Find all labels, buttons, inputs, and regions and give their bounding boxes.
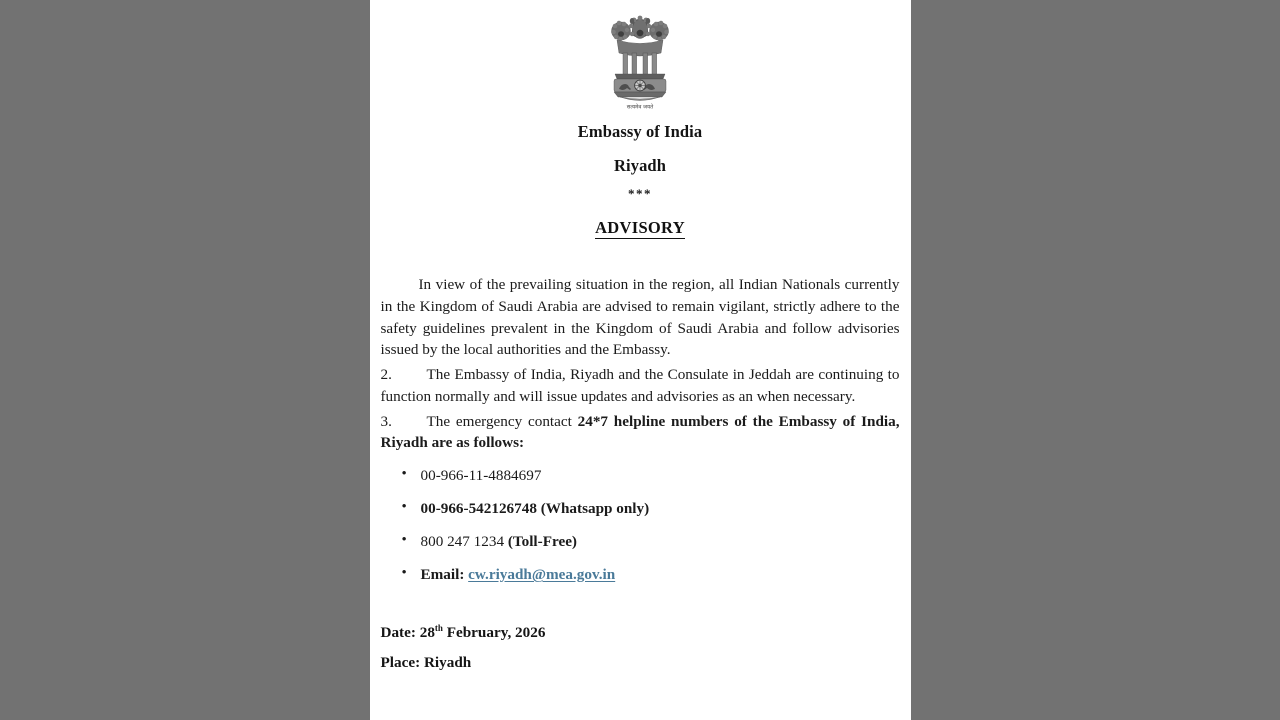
list-item bbox=[381, 498, 900, 519]
paragraph-1 bbox=[381, 274, 900, 361]
separator-asterisks: *** bbox=[628, 186, 652, 202]
state-emblem-of-india-icon bbox=[607, 9, 673, 113]
bullet-icon: • bbox=[401, 498, 407, 515]
helpline-contact-list bbox=[381, 465, 900, 585]
contact-email-link[interactable]: cw.riyadh@mea.gov.in bbox=[468, 565, 616, 583]
list-item bbox=[381, 465, 900, 486]
bullet-icon: • bbox=[401, 564, 407, 581]
bullet-icon: • bbox=[401, 531, 407, 548]
footer-date-ordinal: th bbox=[434, 622, 443, 633]
document-footer bbox=[381, 622, 900, 673]
contact-tollfree-label: (Toll-Free) bbox=[507, 532, 577, 550]
contact-email-label: Email: bbox=[420, 565, 465, 583]
paragraph-3-text-normal: The emergency contact bbox=[426, 412, 578, 430]
footer-place-line bbox=[381, 652, 900, 673]
paragraph-3-number: 3. bbox=[380, 412, 392, 430]
paragraph-3 bbox=[381, 411, 900, 454]
page-title bbox=[381, 218, 900, 238]
emblem-motto-text: सत्यमेव जयते bbox=[626, 104, 654, 111]
contact-phone-whatsapp: 00-966-542126748 (Whatsapp only) bbox=[420, 499, 650, 517]
organization-title: Embassy of India bbox=[577, 122, 703, 141]
list-item bbox=[381, 564, 900, 585]
contact-phone-primary: 00-966-11-4884697 bbox=[420, 466, 542, 484]
paragraph-2-text: The Embassy of India, Riyadh and the Consulate in Jeddah are continuing to function normally and will issue updates and advisories as an when necessary. bbox=[380, 366, 900, 405]
paragraph-2 bbox=[381, 364, 900, 407]
city-subtitle: Riyadh bbox=[614, 156, 666, 176]
contact-phone-tollfree: 800 247 1234 bbox=[420, 532, 508, 550]
document-page bbox=[370, 0, 911, 720]
footer-date-line bbox=[381, 622, 900, 643]
list-item bbox=[381, 531, 900, 552]
page-title-text: ADVISORY bbox=[595, 218, 685, 238]
footer-date-rest: February, 2026 bbox=[442, 623, 546, 641]
footer-date-day: 28 bbox=[419, 623, 435, 641]
paragraph-1-text: In view of the prevailing situation in the region, all Indian Nationals currently in the Kingdom of Saudi Arabia are advised to remain vigilant, strictly adhere to the safety guidelines prevalent in the Kingdom of Saudi Arabia and follow advisories issued by the local authorities and the Embassy. bbox=[380, 276, 900, 359]
bullet-icon: • bbox=[401, 465, 407, 482]
emblem-container bbox=[381, 0, 900, 113]
footer-date-label: Date: bbox=[380, 623, 416, 641]
paragraph-3-text-bold: 24*7 helpline numbers of the Embassy of India, Riyadh are as follows: bbox=[380, 412, 900, 452]
footer-place-value: Riyadh bbox=[423, 653, 472, 671]
paragraph-2-number: 2. bbox=[380, 366, 392, 384]
footer-place-label: Place: bbox=[380, 653, 421, 671]
document-body bbox=[381, 274, 900, 673]
